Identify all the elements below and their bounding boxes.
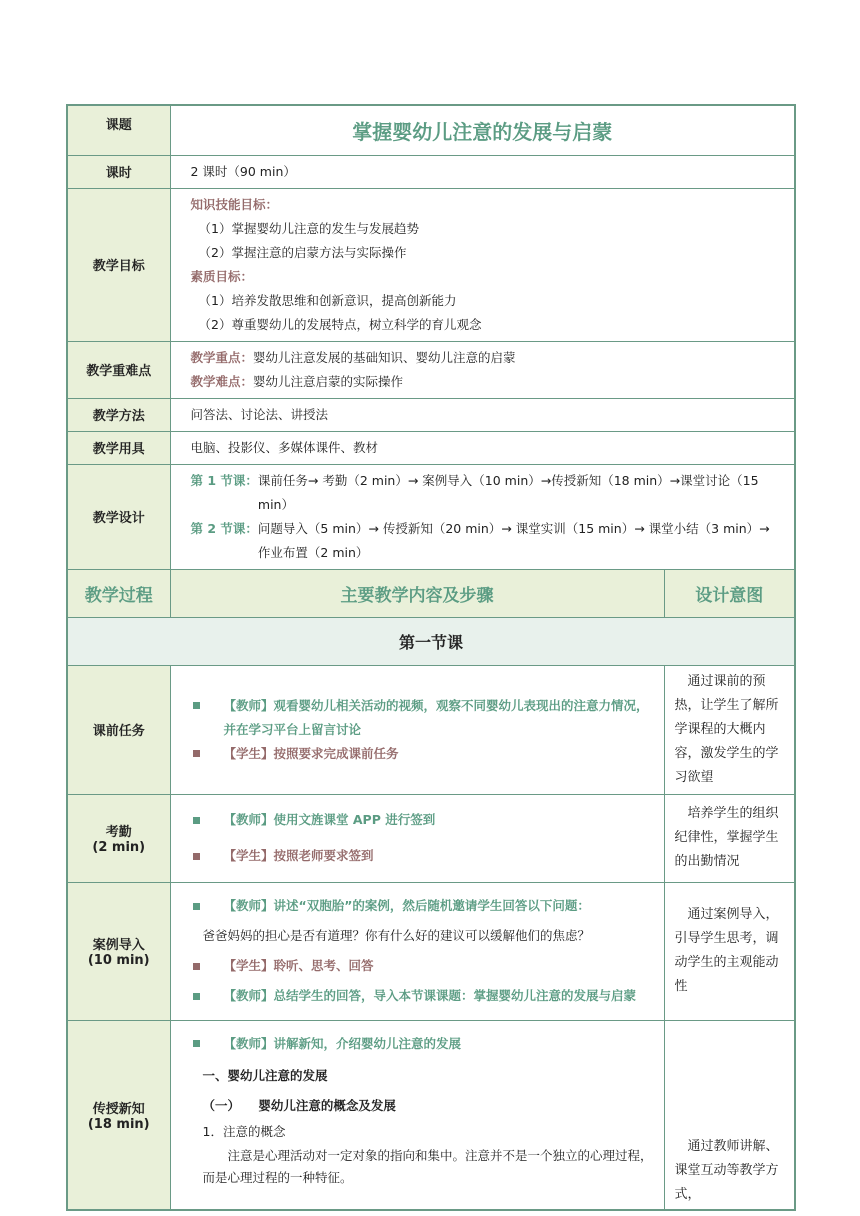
square-bullet-icon — [193, 817, 200, 824]
hours-label: 课时 — [67, 155, 170, 188]
topic-row — [67, 105, 795, 155]
process-label-text: 考勤 — [105, 825, 132, 840]
process-content — [170, 794, 664, 882]
tools-row — [67, 431, 795, 464]
square-bullet-icon — [193, 1040, 200, 1047]
list-item — [191, 838, 656, 874]
process-label-text: 传授新知 — [92, 1101, 145, 1117]
key-point-text: 婴幼儿注意发展的基础知识、婴幼儿注意的启蒙 — [253, 349, 516, 365]
method-row — [67, 398, 795, 431]
method-label: 教学方法 — [67, 398, 170, 431]
design-intent: 通过案例导入，引导学生思考，调动学生的主观能动性 — [664, 882, 795, 1020]
process-label — [67, 1020, 170, 1210]
heading-1: 一、婴幼儿注意的发展 — [202, 1067, 328, 1083]
knowledge-heading: 知识技能目标： — [190, 196, 279, 212]
tools-value: 电脑、投影仪、多媒体课件、教材 — [170, 431, 795, 464]
square-bullet-icon — [193, 702, 200, 709]
list-item — [191, 891, 656, 921]
goals-row — [67, 188, 795, 341]
lesson-1-tag: 第 1 节课： — [190, 472, 258, 488]
lesson-2-text: 问题导入（5 min）→ 传授新知（20 min）→ 课堂实训（15 min）→ 课堂小结（3 min）→ 作业布置（2 min） — [257, 520, 770, 560]
goals-label: 教学目标 — [67, 188, 170, 341]
heading-2-text: 婴幼儿注意的概念及发展 — [258, 1097, 396, 1113]
design-intent: 培养学生的组织纪律性，掌握学生的出勤情况 — [664, 794, 795, 882]
key-label: 教学重难点 — [67, 341, 170, 398]
col-intent-header: 设计意图 — [664, 569, 795, 617]
process-label — [67, 882, 170, 1020]
knowledge-item: （1）掌握婴幼儿注意的发生与发展趋势 — [198, 220, 419, 236]
lesson-2-tag: 第 2 节课： — [190, 520, 258, 536]
topic-label: 课题 — [67, 105, 170, 155]
key-row — [67, 341, 795, 398]
quality-item: （1）培养发散思维和创新意识，提高创新能力 — [198, 292, 457, 308]
process-header-row — [67, 569, 795, 617]
difficult-tag: 教学难点： — [190, 373, 254, 389]
design-content — [170, 464, 795, 569]
col-content-header: 主要教学内容及步骤 — [170, 569, 664, 617]
process-content — [170, 882, 664, 1020]
heading-2-number: （一） — [202, 1097, 241, 1113]
design-intent: 通过课前的预热，让学生了解所学课程的大概内容，激发学生的学习欲望 — [664, 665, 795, 794]
student-step: 【学生】按照老师要求签到 — [223, 848, 374, 863]
teacher-step: 【教师】总结学生的回答，导入本节课课题：掌握婴幼儿注意的发展与启蒙 — [223, 988, 637, 1003]
process-duration: (18 min) — [87, 1116, 150, 1132]
square-bullet-icon — [193, 963, 200, 970]
teacher-step: 【教师】观看婴幼儿相关活动的视频，观察不同婴幼儿表现出的注意力情况，并在学习平台上留言讨论 — [223, 697, 649, 737]
hours-value: 2 课时（90 min） — [170, 155, 795, 188]
design-row — [67, 464, 795, 569]
design-lesson-1 — [191, 469, 787, 517]
square-bullet-icon — [193, 903, 200, 910]
key-content — [170, 341, 795, 398]
teacher-step: 【教师】讲解新知，介绍婴幼儿注意的发展 — [223, 1035, 462, 1051]
design-intent: 通过教师讲解、课堂互动等教学方式， — [664, 1020, 795, 1210]
lesson-plan-table — [66, 104, 796, 1211]
process-duration: (10 min) — [87, 953, 150, 968]
heading-3: 1．注意的概念 — [202, 1123, 286, 1139]
teacher-step: 【教师】讲述“双胞胎”的案例，然后随机邀请学生回答以下问题： — [223, 898, 590, 913]
section-title: 第一节课 — [67, 617, 795, 665]
col-process-header: 教学过程 — [67, 569, 170, 617]
process-content — [170, 665, 664, 794]
lesson-plan — [66, 104, 794, 1211]
square-bullet-icon — [193, 993, 200, 1000]
goals-content — [170, 188, 795, 341]
process-row-attendance — [67, 794, 795, 882]
hours-row — [67, 155, 795, 188]
process-label: 课前任务 — [67, 665, 170, 794]
design-lesson-2 — [191, 517, 787, 565]
process-row-pretask — [67, 665, 795, 794]
student-step: 【学生】按照要求完成课前任务 — [223, 745, 399, 761]
list-item — [191, 981, 656, 1011]
section-row — [67, 617, 795, 665]
student-step: 【学生】聆听、思考、回答 — [223, 958, 374, 973]
process-duration: (2 min) — [92, 840, 146, 855]
quality-item: （2）尊重婴幼儿的发展特点，树立科学的育儿观念 — [198, 316, 482, 332]
topic-title: 掌握婴幼儿注意的发展与启蒙 — [170, 105, 795, 155]
quality-heading: 素质目标： — [190, 268, 254, 284]
process-label — [67, 794, 170, 882]
process-row-newknowledge — [67, 1020, 795, 1210]
list-item — [191, 694, 656, 742]
concept-paragraph: 注意是心理活动对一定对象的指向和集中。注意并不是一个独立的心理过程，而是心理过程的一种特征。 — [202, 1147, 653, 1185]
method-value: 问答法、讨论法、讲授法 — [170, 398, 795, 431]
process-label-text: 案例导入 — [92, 938, 145, 953]
list-item — [191, 802, 656, 838]
tools-label: 教学用具 — [67, 431, 170, 464]
square-bullet-icon — [193, 750, 200, 757]
process-content — [170, 1020, 664, 1210]
list-item — [191, 1031, 656, 1057]
list-item — [191, 742, 656, 766]
knowledge-item: （2）掌握注意的启蒙方法与实际操作 — [198, 244, 407, 260]
list-item — [191, 951, 656, 981]
square-bullet-icon — [193, 853, 200, 860]
difficult-text: 婴幼儿注意启蒙的实际操作 — [253, 373, 404, 389]
process-row-case — [67, 882, 795, 1020]
case-question: 爸爸妈妈的担心是否有道理？你有什么好的建议可以缓解他们的焦虑？ — [202, 928, 591, 943]
key-point-tag: 教学重点： — [190, 349, 254, 365]
lesson-1-text: 课前任务→ 考勤（2 min）→ 案例导入（10 min）→传授新知（18 min）→课堂讨论（15 min） — [257, 472, 759, 512]
heading-2 — [191, 1093, 656, 1119]
design-label: 教学设计 — [67, 464, 170, 569]
teacher-step: 【教师】使用文旌课堂 APP 进行签到 — [223, 812, 436, 827]
